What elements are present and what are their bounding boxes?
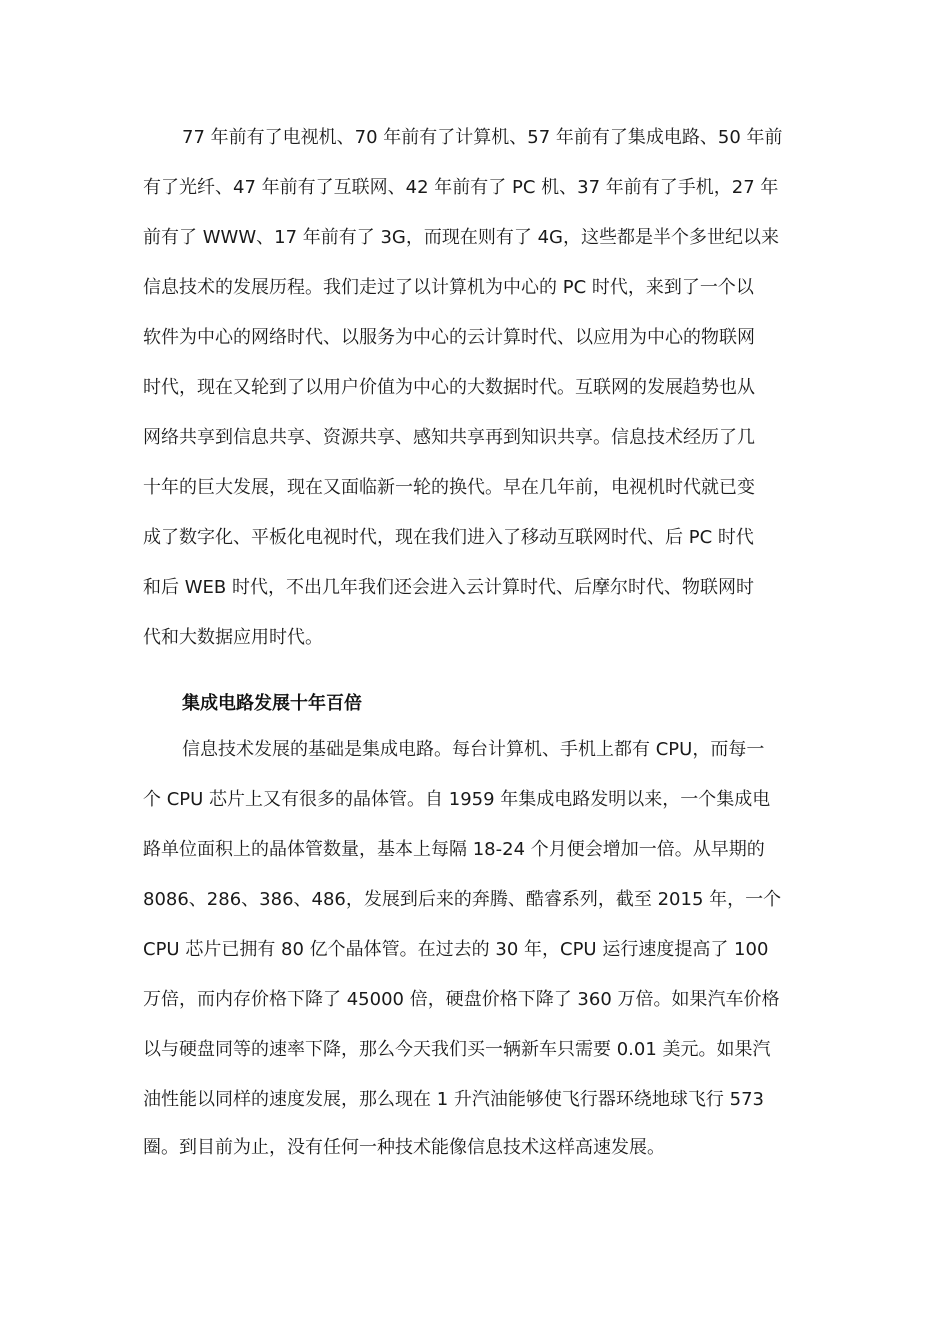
paragraph-1-line-1: 77 年前有了电视机、70 年前有了计算机、57 年前有了集成电路、50 年前 (182, 127, 783, 148)
paragraph-2-line-4: 8086、286、386、486，发展到后来的奔腾、酷睿系列，截至 2015 年，一个 (143, 889, 782, 910)
paragraph-1-line-3: 前有了 WWW、17 年前有了 3G，而现在则有了 4G，这些都是半个多世纪以来 (143, 227, 779, 248)
paragraph-1-line-11: 代和大数据应用时代。 (143, 627, 323, 648)
paragraph-1-line-10: 和后 WEB 时代，不出几年我们还会进入云计算时代、后摩尔时代、物联网时 (143, 577, 754, 598)
paragraph-2-line-7: 以与硬盘同等的速率下降，那么今天我们买一辆新车只需要 0.01 美元。如果汽 (143, 1039, 771, 1060)
paragraph-1-line-2: 有了光纤、47 年前有了互联网、42 年前有了 PC 机、37 年前有了手机，27 年 (143, 177, 779, 198)
paragraph-1-line-6: 时代，现在又轮到了以用户价值为中心的大数据时代。互联网的发展趋势也从 (143, 377, 755, 398)
paragraph-1-line-8: 十年的巨大发展，现在又面临新一轮的换代。早在几年前，电视机时代就已变 (143, 477, 755, 498)
paragraph-2-line-9: 圈。到目前为止，没有任何一种技术能像信息技术这样高速发展。 (143, 1137, 665, 1158)
paragraph-2-line-6: 万倍，而内存价格下降了 45000 倍，硬盘价格下降了 360 万倍。如果汽车价格 (143, 989, 780, 1010)
paragraph-2-line-8: 油性能以同样的速度发展，那么现在 1 升汽油能够使飞行器环绕地球飞行 573 (143, 1089, 764, 1110)
paragraph-2-line-2: 个 CPU 芯片上又有很多的晶体管。自 1959 年集成电路发明以来，一个集成电 (143, 789, 771, 810)
paragraph-2-line-3: 路单位面积上的晶体管数量，基本上每隔 18-24 个月便会增加一倍。从早期的 (143, 839, 765, 860)
paragraph-1-line-5: 软件为中心的网络时代、以服务为中心的云计算时代、以应用为中心的物联网 (143, 327, 755, 348)
section-heading: 集成电路发展十年百倍 (182, 693, 362, 714)
paragraph-1-line-7: 网络共享到信息共享、资源共享、感知共享再到知识共享。信息技术经历了几 (143, 427, 755, 448)
paragraph-2-line-1: 信息技术发展的基础是集成电路。每台计算机、手机上都有 CPU，而每一 (182, 739, 765, 760)
paragraph-2-line-5: CPU 芯片已拥有 80 亿个晶体管。在过去的 30 年，CPU 运行速度提高了 100 (143, 939, 769, 960)
paragraph-1-line-9: 成了数字化、平板化电视时代，现在我们进入了移动互联网时代、后 PC 时代 (143, 527, 754, 548)
paragraph-1-line-4: 信息技术的发展历程。我们走过了以计算机为中心的 PC 时代，来到了一个以 (143, 277, 754, 298)
